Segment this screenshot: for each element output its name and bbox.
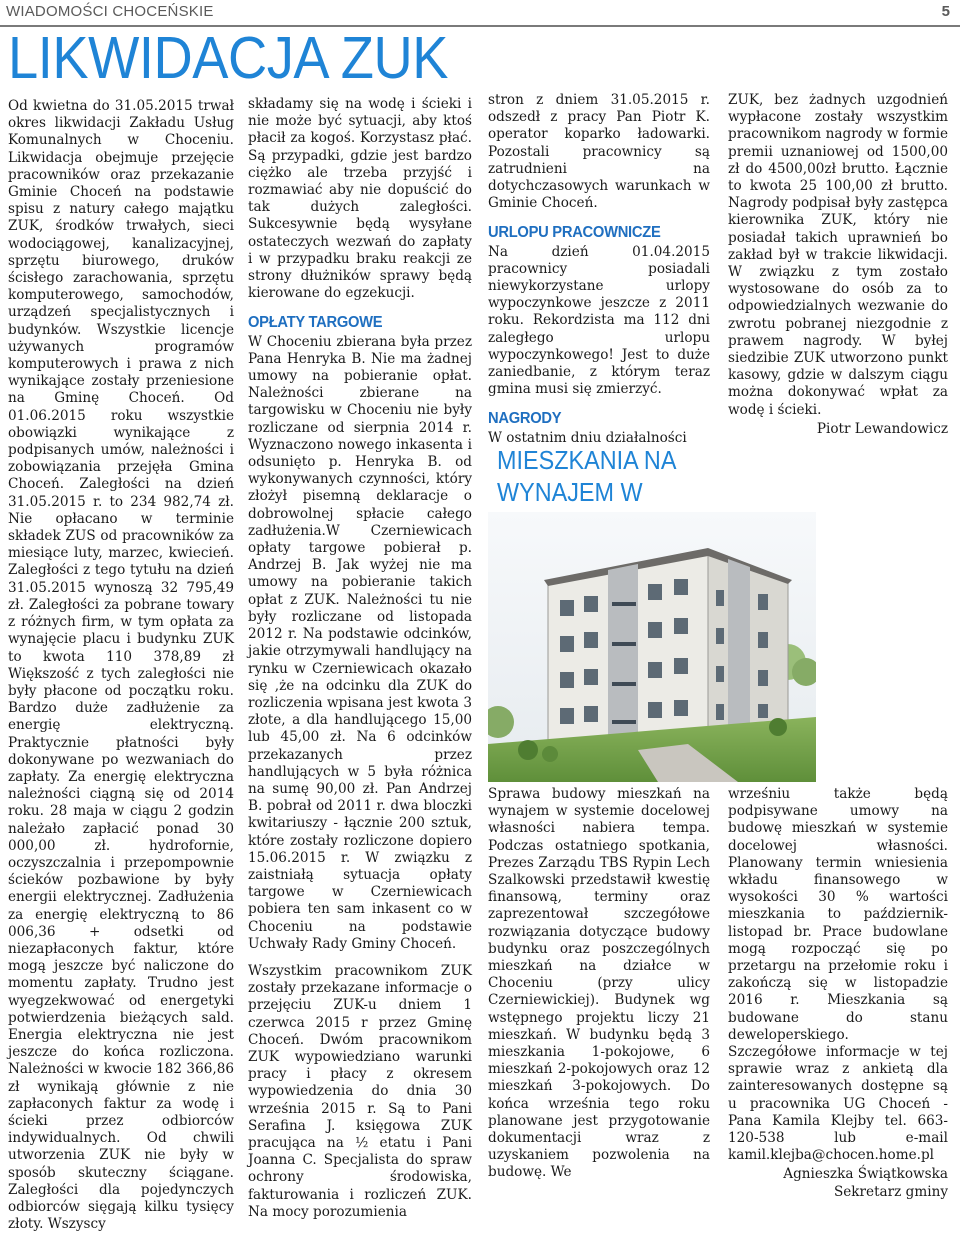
paragraph: Na dzień 01.04.2015 pracownicy posiadali niewykorzystane urlopy wypoczynkowe jeszcze z 2011 roku. Rekordzista ma 112 dni zaległego urlopu wypoczynkowego! Jest to duże zaniedbanie, z którym teraz gmina musi się zmierzyć.: [488, 243, 710, 398]
paragraph: Szczegółowe informacje w tej sprawie wraz z ankietą dla zainteresowanych dostępne są u pracownika UG Choceń - Pana Kamila Klejby tel. 663-120-538 lub e-mail kamil.klejba@chocen.home.pl: [728, 1044, 948, 1164]
paragraph: wrześniu także będą podpisywane umowy na budowę mieszkań w systemie docelowej własności. Planowany termin wniesienia wkładu finansowego w wysokości 30 % wartości mieszkania to październik- listopad br. Prace budowlane mogą rozpocząć się po przetargu na przełomie roku i zakończą się w listopadzie 2016 r. Mieszkania są budowane do stanu deweloperskiego.: [728, 786, 948, 1043]
paragraph: Od kwietna do 31.05.2015 trwał okres likwidacji Zakładu Usług Komunalnych w Choceniu. Likwidacja obejmuje przejęcie pracowników oraz przekazanie Gminie Choceń na podstawie spisu z natury całego majątku ZUK, środków trwałych, sieci wodociągowej, kanalizacyjnej, sprzętu biurowego, druków ścisłego zarachowania, sprzętu komputerowego, samochodów, urządzeń specjalistycznych i budynków. Wszystkie licencje używanych programów komputerowych i prawa z nich wynikające zostały przeniesione na Gminę Choceń. Od 01.06.2015 roku wszystkie obowiązki wynikające z podpisanych umów, należności i zobowiązania przejęła Gmina Choceń. Zaległości na dzień 31.05.2015 r. to 234 982,74 zł. Nie opłacano w terminie składek ZUS od pracowników za miesiące luty, marzec, kwiecień. Zaległości z tego tytułu na dzień 31.05.2015 wynoszą 32 795,49 zł. Zaległości za pobrane towary z różnych firm, w tym opłata za wynajęcie placu i budynku ZUK to kwota 110 378,89 zł Większość z tych zaległości nie były płacone od początku roku. Bardzo duże zadłużenie za energię elektryczną. Praktycznie płatności były dokonywane po wezwaniach do zapłaty. Za energię elektryczna należności ciągną się od 2014 roku. 28 maja w ciągu 2 godzin należało zapłacić ponad 30 000,00 zł. hydrofornie, oczyszczalnia i przepompownie ścieków pozbawione by były energii elektrycznej. Zadłużenia za energię elektryczną to 86 006,36 + odsetki od niezapłaconych faktur, które mogą jeszcze być naliczone do momentu zapłaty. Trudno jest wyegzekwować od energetyki potwierdzenia bieżących sald. Energia elektryczna nie jest jeszcze do końca rozliczona. Należności w kwocie 182 366,86 zł wynikają głównie z nie zapłaconych faktur za wodę i ścieki przez odbiorców indywidualnych. Od chwili utworzenia ZUK nie były w sposób skuteczny ściągane. Zaległości dla pojedynczych odbiorców sięgają kilku tysięcy złoty. Wszyscy: [8, 98, 234, 1233]
signature-role: Sekretarz gminy: [833, 1183, 948, 1200]
paragraph: składamy się na wodę i ścieki i nie może być sytuacji, aby ktoś płacił za kogoś. Korzystasz płać. Są przypadki, gdzie jest bardzo ciężko ale trzeba przyjść i rozmawiać aby nie dopuścić do tak dużych zaległości. Sukcesywnie będą wysyłane ostateczych wezwań do zapłaty i w przypadku braku reakcji ze strony dłużników sprawy będą kierowane do egzekucji.: [248, 96, 472, 302]
article-2-column-1: [488, 786, 710, 1182]
subheading-nagrody: NAGRODY: [488, 410, 562, 428]
signature-name: Agnieszka Świątkowska: [783, 1166, 948, 1183]
subheading-oplaty-targowe: OPŁATY TARGOWE: [248, 314, 383, 332]
column-2: [248, 96, 472, 1221]
article-2-title: MIESZKANIA NA WYNAJEM W: [497, 445, 676, 507]
building-photo: [488, 512, 816, 782]
paragraph: stron z dniem 31.05.2015 r. odszedł z pracy Pan Piotr K. operator koparko ładowarki. Pozostali pracownicy są zatrudnieni na dotychczasowych warunkach w Gminie Choceń.: [488, 92, 710, 212]
article-title: LIKWIDACJA ZUK: [8, 25, 448, 91]
page-header: [0, 0, 960, 26]
paragraph: W ostatnim dniu działalności: [488, 429, 687, 446]
paragraph: W Choceniu zbierana była przez Pana Henryka B. Nie ma żadnej umowy na pobieranie opłat. Należności zbierane na targowisku w Choceniu nie były rozliczane od sierpnia 2014 r. Wyznaczono nowego inkasenta i odsunięto p. Henryka B. od wykonywanych czynności, który złożył pisemną deklaracje o dobrowolnej spłacie całego zadłużenia.W Czerniewicach opłaty targowe pobierał p. Andrzej B. Jak wyżej nie ma umowy na pobieranie takich opłat z ZUK. Należności tu nie były rozliczane od listopada 2012 r. Na podstawie odcinków, jakie otrzymywali handlujący na rynku w Czerniewicach okazało się ,że na odcinku dla ZUK do rozliczenia wpisana jest kwota 3 złote, a dla handlującego 15,00 lub 45,00 zł. Na 6 odcinków przekazanych przez handlujących w 5 była różnica na sumę 90,00 zł. Pan Andrzej B. pobrał od 2011 r. dwa bloczki kwitariuszy - łącznie 200 sztuk, które zostały rozliczone dopiero 15.06.2015 r. W związku z zaistniałą sytuacja opłaty targowe w Czerniewicach pobiera ten sam inkasent co w Choceniu na podstawie Uchwały Rady Gminy Choceń.: [248, 333, 472, 952]
apartment-building-icon: [488, 512, 816, 782]
paragraph: Wszystkim pracownikom ZUK zostały przekazane informacje o przejęciu ZUK-u dniem 1 czerwca 2015 r przez Gminę Choceń. Dwóm pracownikom ZUK wypowiedziano warunki pracy i płacy z okresem wypowiedzenia do dnia 30 września 2015 r. Są to Pani Serafina J. księgowa ZUK pracująca na ½ etatu i Pani Joanna C. Specjalista do spraw ochrony środowiska, fakturowania i rozliczeń ZUK. Na mocy porozumienia: [248, 962, 472, 1220]
paragraph: Sprawa budowy mieszkań na wynajem w systemie docelowej własności nabiera tempa. Podczas ostatniego spotkania, Prezes Zarządu TBS Rypin Lech Szalkowski przedstawił kwestię finansową, terminy oraz zaprezentował szczegółowe rozwiązania dotyczące budowy budynku oraz poszczególnych mieszkań na działce w Choceniu (przy ulicy Czerniewickiej). Budynek wg wstępnego projektu liczy 21 mieszkań. W budynku będą 3 mieszkania 1-pokojowe, 6 mieszkań 2-pokojowych oraz 12 mieszkań 3-pokojowych. Do końca września tego roku planowane jest przygotowanie dokumentacji wraz z uzyskaniem pozwolenia na budowę. We: [488, 786, 710, 1181]
column-4: [728, 92, 948, 438]
article-2-column-2: [728, 786, 948, 1201]
column-1: [8, 98, 234, 1233]
author-signature: Piotr Lewandowicz: [816, 420, 948, 437]
column-3: [488, 92, 710, 447]
section-name: WIADOMOŚCI CHOCEŃSKIE: [6, 3, 214, 20]
page-number: 5: [941, 3, 950, 20]
paragraph: ZUK, bez żadnych uzgodnień wypłacone zostały wszystkim pracownikom nagrody w formie premii uznaniowej od 1500,00 zł do 4500,00zł brutto. Łącznie to kwota 25 100,00 zł brutto. Nagrody podpisał były zastępca kierownika ZUK, który nie posiadał takich uprawnień bo zakład był w trakcie likwidacji. W związku z tym zostało wystosowane do osób za to odpowiedzialnych wezwanie do zwrotu pobranej niezgodnie z prawem nagrody. W byłej siedzibie ZUK utworzono punkt kasowy, gdzie w dalszym ciągu można dokonywać wpłat za wodę i ścieki.: [728, 92, 948, 418]
subheading-urlopy: URLOPU PRACOWNICZE: [488, 224, 661, 242]
